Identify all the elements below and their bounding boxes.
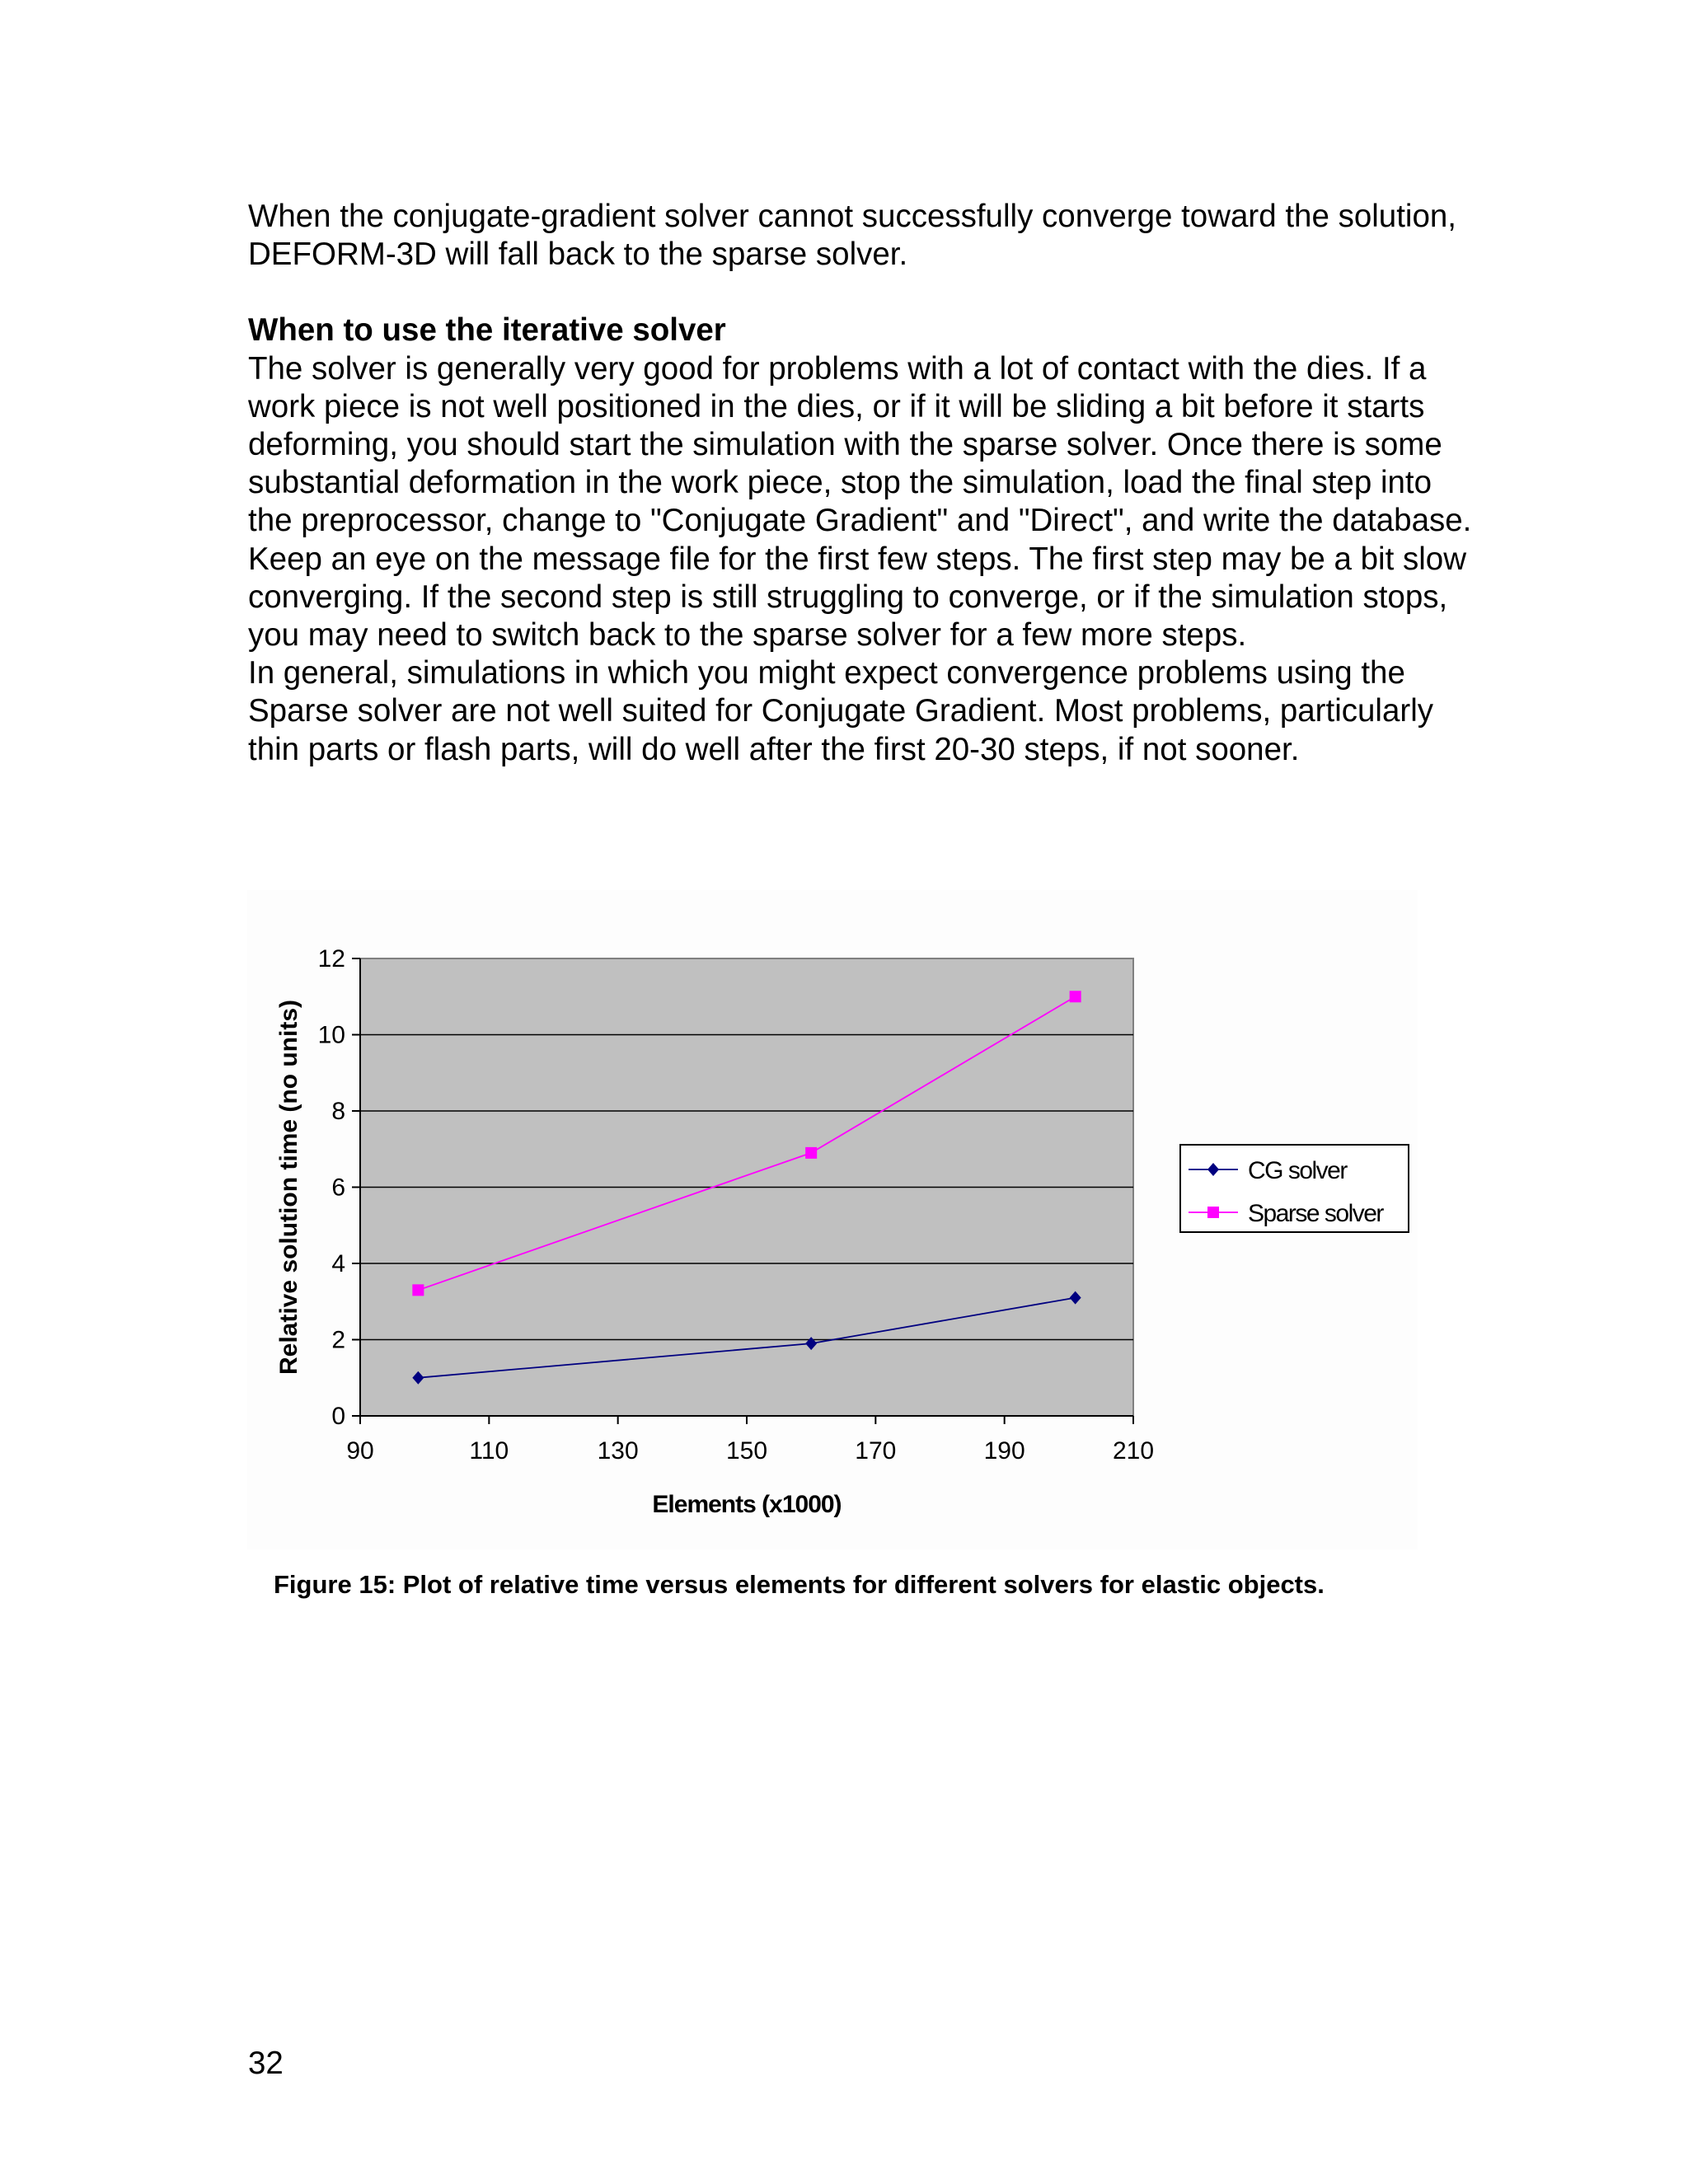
- data-point: [1070, 991, 1081, 1002]
- figure-caption: Figure 15: Plot of relative time versus elements for different solvers for elastic objects.: [274, 1570, 1325, 1599]
- x-tick-label: 130: [597, 1437, 639, 1465]
- paragraph: The solver is generally very good for problems with a lot of contact with the dies. If a work piece is not well positioned in the dies, or if it will be sliding a bit before it starts deforming, you should start the simulation with the sparse solver. Once there is some substantial deformation in the work piece, stop the simulation, load the final step into the preprocessor, change to "Conjugate Gradient" and "Direct", and write the database.: [248, 350, 1472, 539]
- y-tick-label: 2: [331, 1326, 345, 1354]
- data-point: [412, 1284, 424, 1296]
- y-tick-label: 6: [331, 1174, 345, 1202]
- y-tick-label: 8: [331, 1098, 345, 1125]
- paragraph: Keep an eye on the message file for the first few steps. The first step may be a bit slow converging. If the second step is still struggling to converge, or if the simulation stops, you may need to switch back to the sparse solver for a few more steps.: [248, 541, 1467, 654]
- x-axis-label: Elements (x1000): [652, 1491, 842, 1518]
- body-text: [248, 198, 1484, 769]
- y-axis-label: Relative solution time (no units): [275, 999, 302, 1376]
- y-tick-label: 12: [317, 945, 345, 972]
- y-tick-label: 4: [331, 1250, 345, 1277]
- page-number: 32: [248, 2046, 284, 2081]
- line-chart: [247, 890, 1418, 1549]
- x-tick-label: 90: [346, 1437, 374, 1465]
- paragraph: In general, simulations in which you might expect convergence problems using the Sparse solver are not well suited for Conjugate Gradient. Most problems, particularly thin parts or flash parts, will do well after the first 20-30 steps, if not sooner.: [248, 655, 1433, 767]
- legend-label: Sparse solver: [1248, 1200, 1383, 1227]
- legend-label: CG solver: [1248, 1157, 1347, 1184]
- x-tick-label: 150: [725, 1437, 768, 1465]
- y-tick-label: 10: [317, 1021, 345, 1049]
- x-tick-label: 210: [1112, 1437, 1155, 1465]
- data-point: [1207, 1207, 1219, 1218]
- intro-paragraph: When the conjugate-gradient solver cannot successfully converge toward the solution, DEFORM-3D will fall back to the sparse solver.: [248, 199, 1456, 273]
- x-tick-label: 170: [855, 1437, 897, 1465]
- section-heading: When to use the iterative solver: [248, 312, 726, 349]
- y-tick-label: 0: [331, 1403, 345, 1430]
- x-tick-label: 110: [469, 1437, 509, 1465]
- data-point: [805, 1147, 817, 1159]
- x-tick-label: 190: [983, 1437, 1025, 1465]
